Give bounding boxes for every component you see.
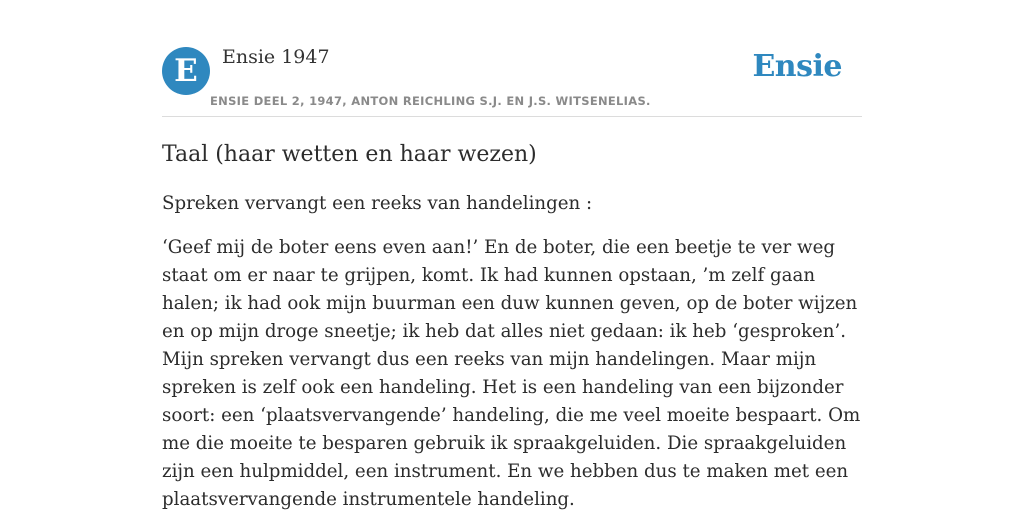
- article-lead: Spreken vervangt een reeks van handelingen :: [162, 193, 593, 214]
- source-title[interactable]: Ensie 1947: [222, 46, 330, 68]
- article-title: Taal (haar wetten en haar wezen): [162, 142, 537, 167]
- brand-logo[interactable]: Ensie: [752, 49, 842, 84]
- source-header: [162, 44, 862, 117]
- article-content: [162, 138, 868, 512]
- source-subtitle: ENSIE DEEL 2, 1947, ANTON REICHLING S.J. EN J.S. WITSENELIAS.: [210, 94, 651, 108]
- article-body: ‘Geef mij de boter eens even aan!’ En de boter, die een beetje te ver weg staat om er naar te grijpen, komt. Ik had kunnen opstaan, ’m zelf gaan halen; ik had ook mijn buurman een duw kunnen geven, op de boter wijzen en op mijn droge sneetje; ik heb dat alles niet gedaan: ik heb ‘gesproken’. Mijn spreken vervangt dus een reeks van mijn handelingen. Maar mijn spreken is zelf ook een handeling. Het is een handeling van een bijzonder soort: een ‘plaatsvervangende’ handeling, die me veel moeite bespaart. Om me die moeite te besparen gebruik ik spraakgeluiden. Die spraakgeluiden zijn een hulpmiddel, een instrument. En we hebben dus te maken met een plaatsvervangende instrumentele handeling.: [162, 237, 861, 510]
- ensie-logo-icon[interactable]: E: [162, 47, 210, 95]
